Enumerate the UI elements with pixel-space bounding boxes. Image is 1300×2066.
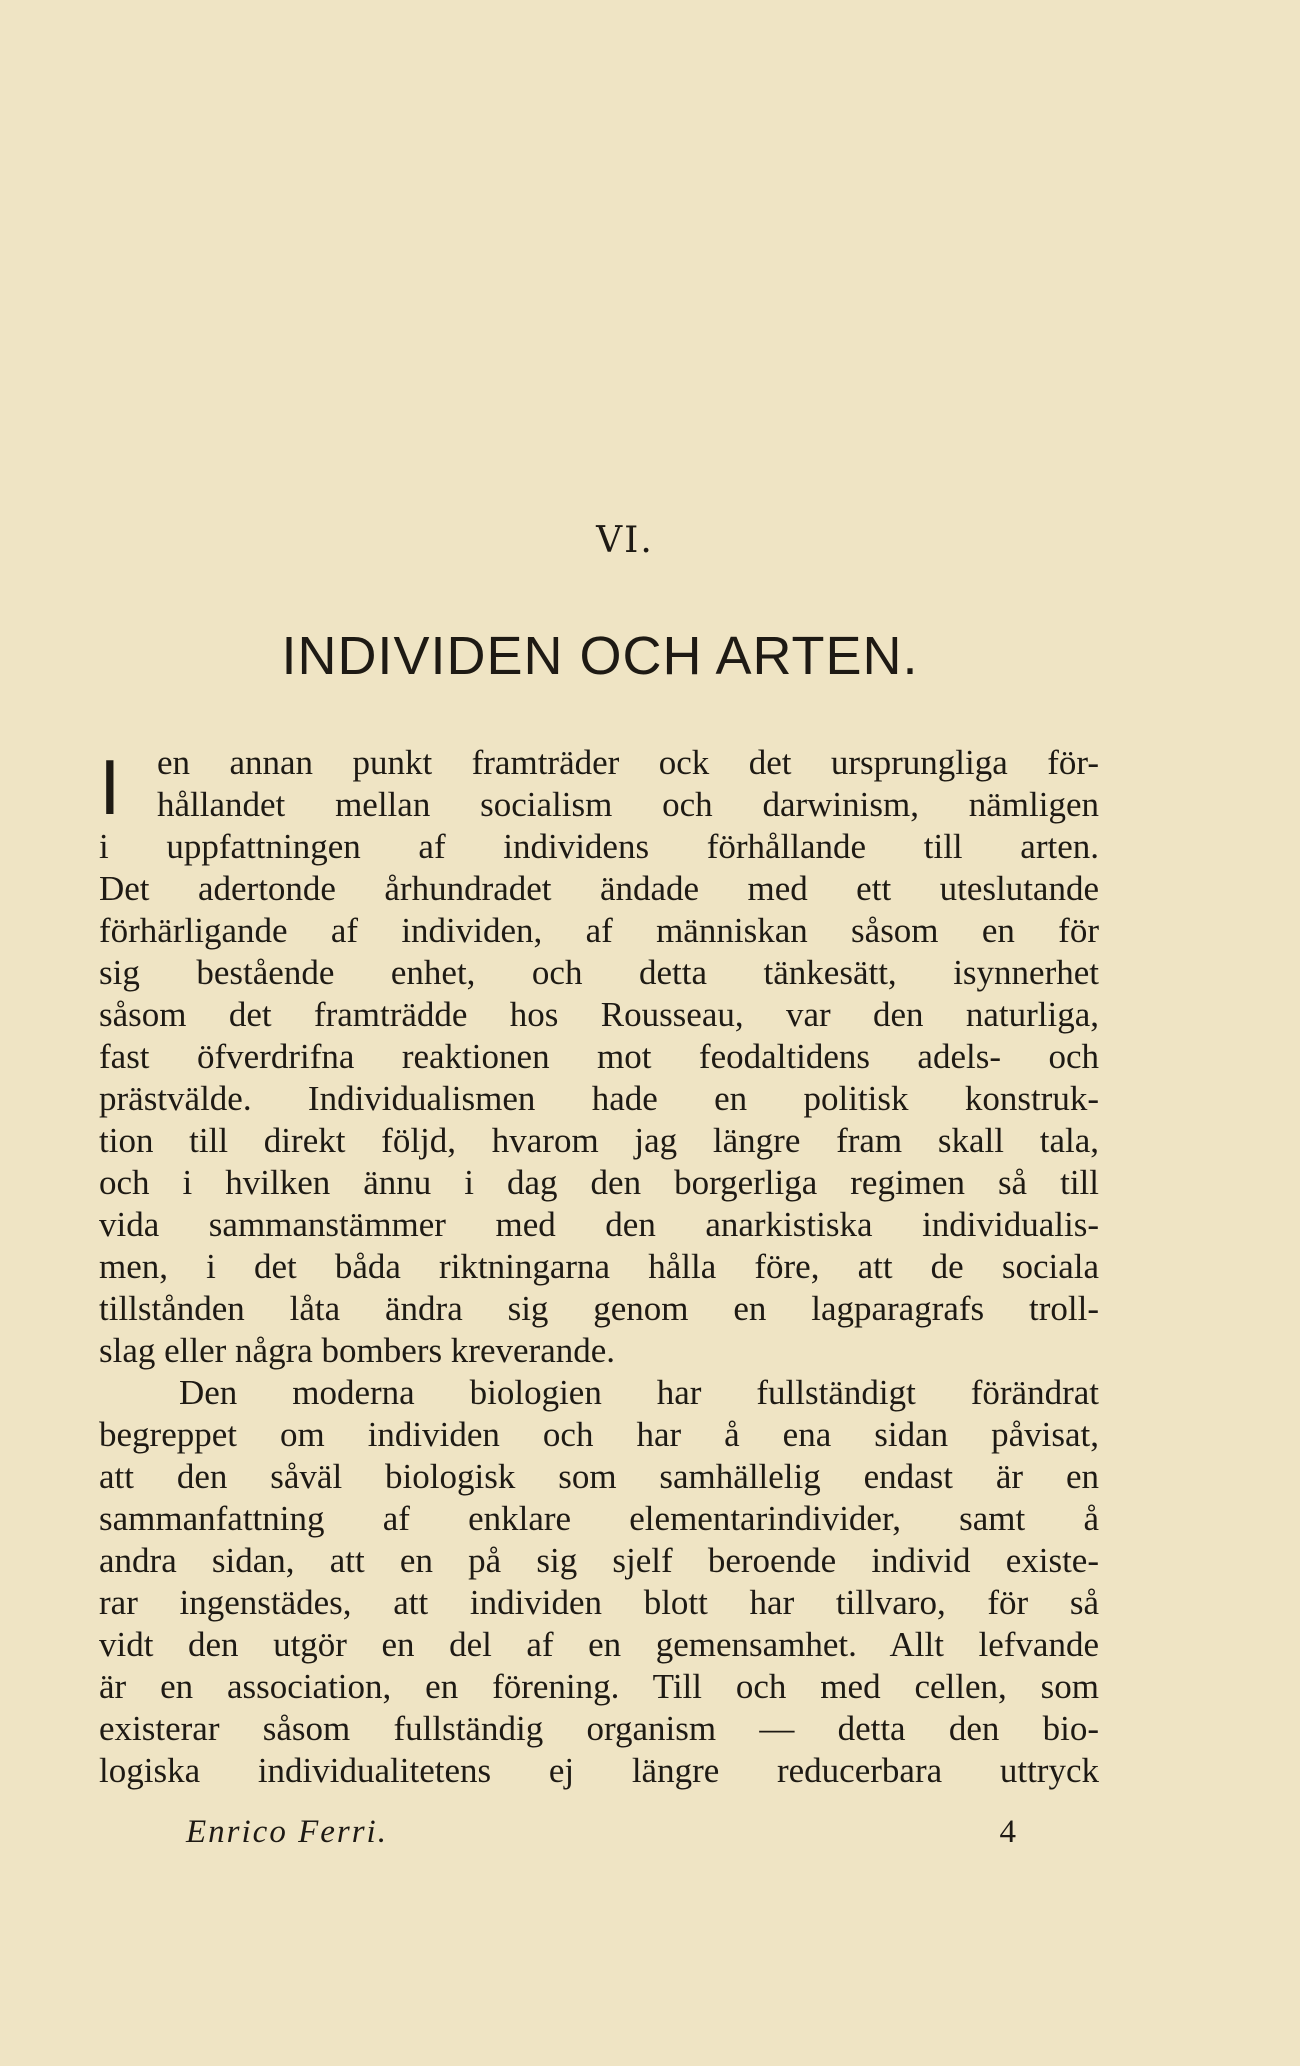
text-line: fast öfverdrifna reaktionen mot feodaltidens adels- och bbox=[99, 1037, 1099, 1076]
chapter-number: VI. bbox=[596, 520, 654, 561]
paragraph-1 bbox=[99, 742, 1099, 1372]
text-line: hållandet mellan socialism och darwinism, nämligen bbox=[157, 785, 1099, 824]
text-line: en annan punkt framträder ock det ursprungliga för- bbox=[157, 743, 1099, 782]
text-line: andra sidan, att en på sig sjelf beroende individ existe- bbox=[99, 1541, 1099, 1580]
text-line: sammanfattning af enklare elementarindivider, samt å bbox=[99, 1499, 1099, 1538]
text-line: är en association, en förening. Till och med cellen, som bbox=[99, 1667, 1099, 1706]
text-line: att den såväl biologisk som samhällelig endast är en bbox=[99, 1457, 1099, 1496]
text-line: prästvälde. Individualismen hade en politisk konstruk- bbox=[99, 1079, 1099, 1118]
body-text bbox=[99, 742, 1099, 1792]
text-line: och i hvilken ännu i dag den borgerliga regimen så till bbox=[99, 1163, 1099, 1202]
text-line: slag eller några bombers kreverande. bbox=[99, 1331, 616, 1370]
text-line: logiska individualitetens ej längre reducerbara uttryck bbox=[99, 1751, 1099, 1790]
text-line: Den moderna biologien har fullständigt förändrat bbox=[179, 1373, 1099, 1412]
text-line: förhärligande af individen, af människan såsom en för bbox=[99, 911, 1099, 950]
text-line: vida sammanstämmer med den anarkistiska individualis- bbox=[99, 1205, 1099, 1244]
chapter-title: INDIVIDEN OCH ARTEN. bbox=[281, 626, 919, 686]
text-line: men, i det båda riktningarna hålla före, att de sociala bbox=[99, 1247, 1099, 1286]
text-line: i uppfattningen af individens förhållande till arten. bbox=[99, 827, 1099, 866]
text-line: tillstånden låta ändra sig genom en lagparagrafs troll- bbox=[99, 1289, 1099, 1328]
paragraph-2 bbox=[99, 1372, 1099, 1792]
text-line: sig bestående enhet, och detta tänkesätt, isynnerhet bbox=[99, 953, 1099, 992]
text-line: begreppet om individen och har å ena sidan påvisat, bbox=[99, 1415, 1099, 1454]
text-line: vidt den utgör en del af en gemensamhet. Allt lefvande bbox=[99, 1625, 1099, 1664]
drop-cap: I bbox=[99, 743, 121, 831]
text-line: tion till direkt följd, hvarom jag längre fram skall tala, bbox=[99, 1121, 1099, 1160]
footer-author: Enrico Ferri. bbox=[186, 1814, 388, 1850]
page-footer bbox=[186, 1814, 1016, 1851]
text-line: existerar såsom fullständig organism — detta den bio- bbox=[99, 1709, 1099, 1748]
text-line: Det adertonde århundradet ändade med ett uteslutande bbox=[99, 869, 1099, 908]
text-line: rar ingenstädes, att individen blott har tillvaro, för så bbox=[99, 1583, 1099, 1622]
page-number: 4 bbox=[999, 1814, 1016, 1850]
text-line: såsom det framträdde hos Rousseau, var den naturliga, bbox=[99, 995, 1099, 1034]
